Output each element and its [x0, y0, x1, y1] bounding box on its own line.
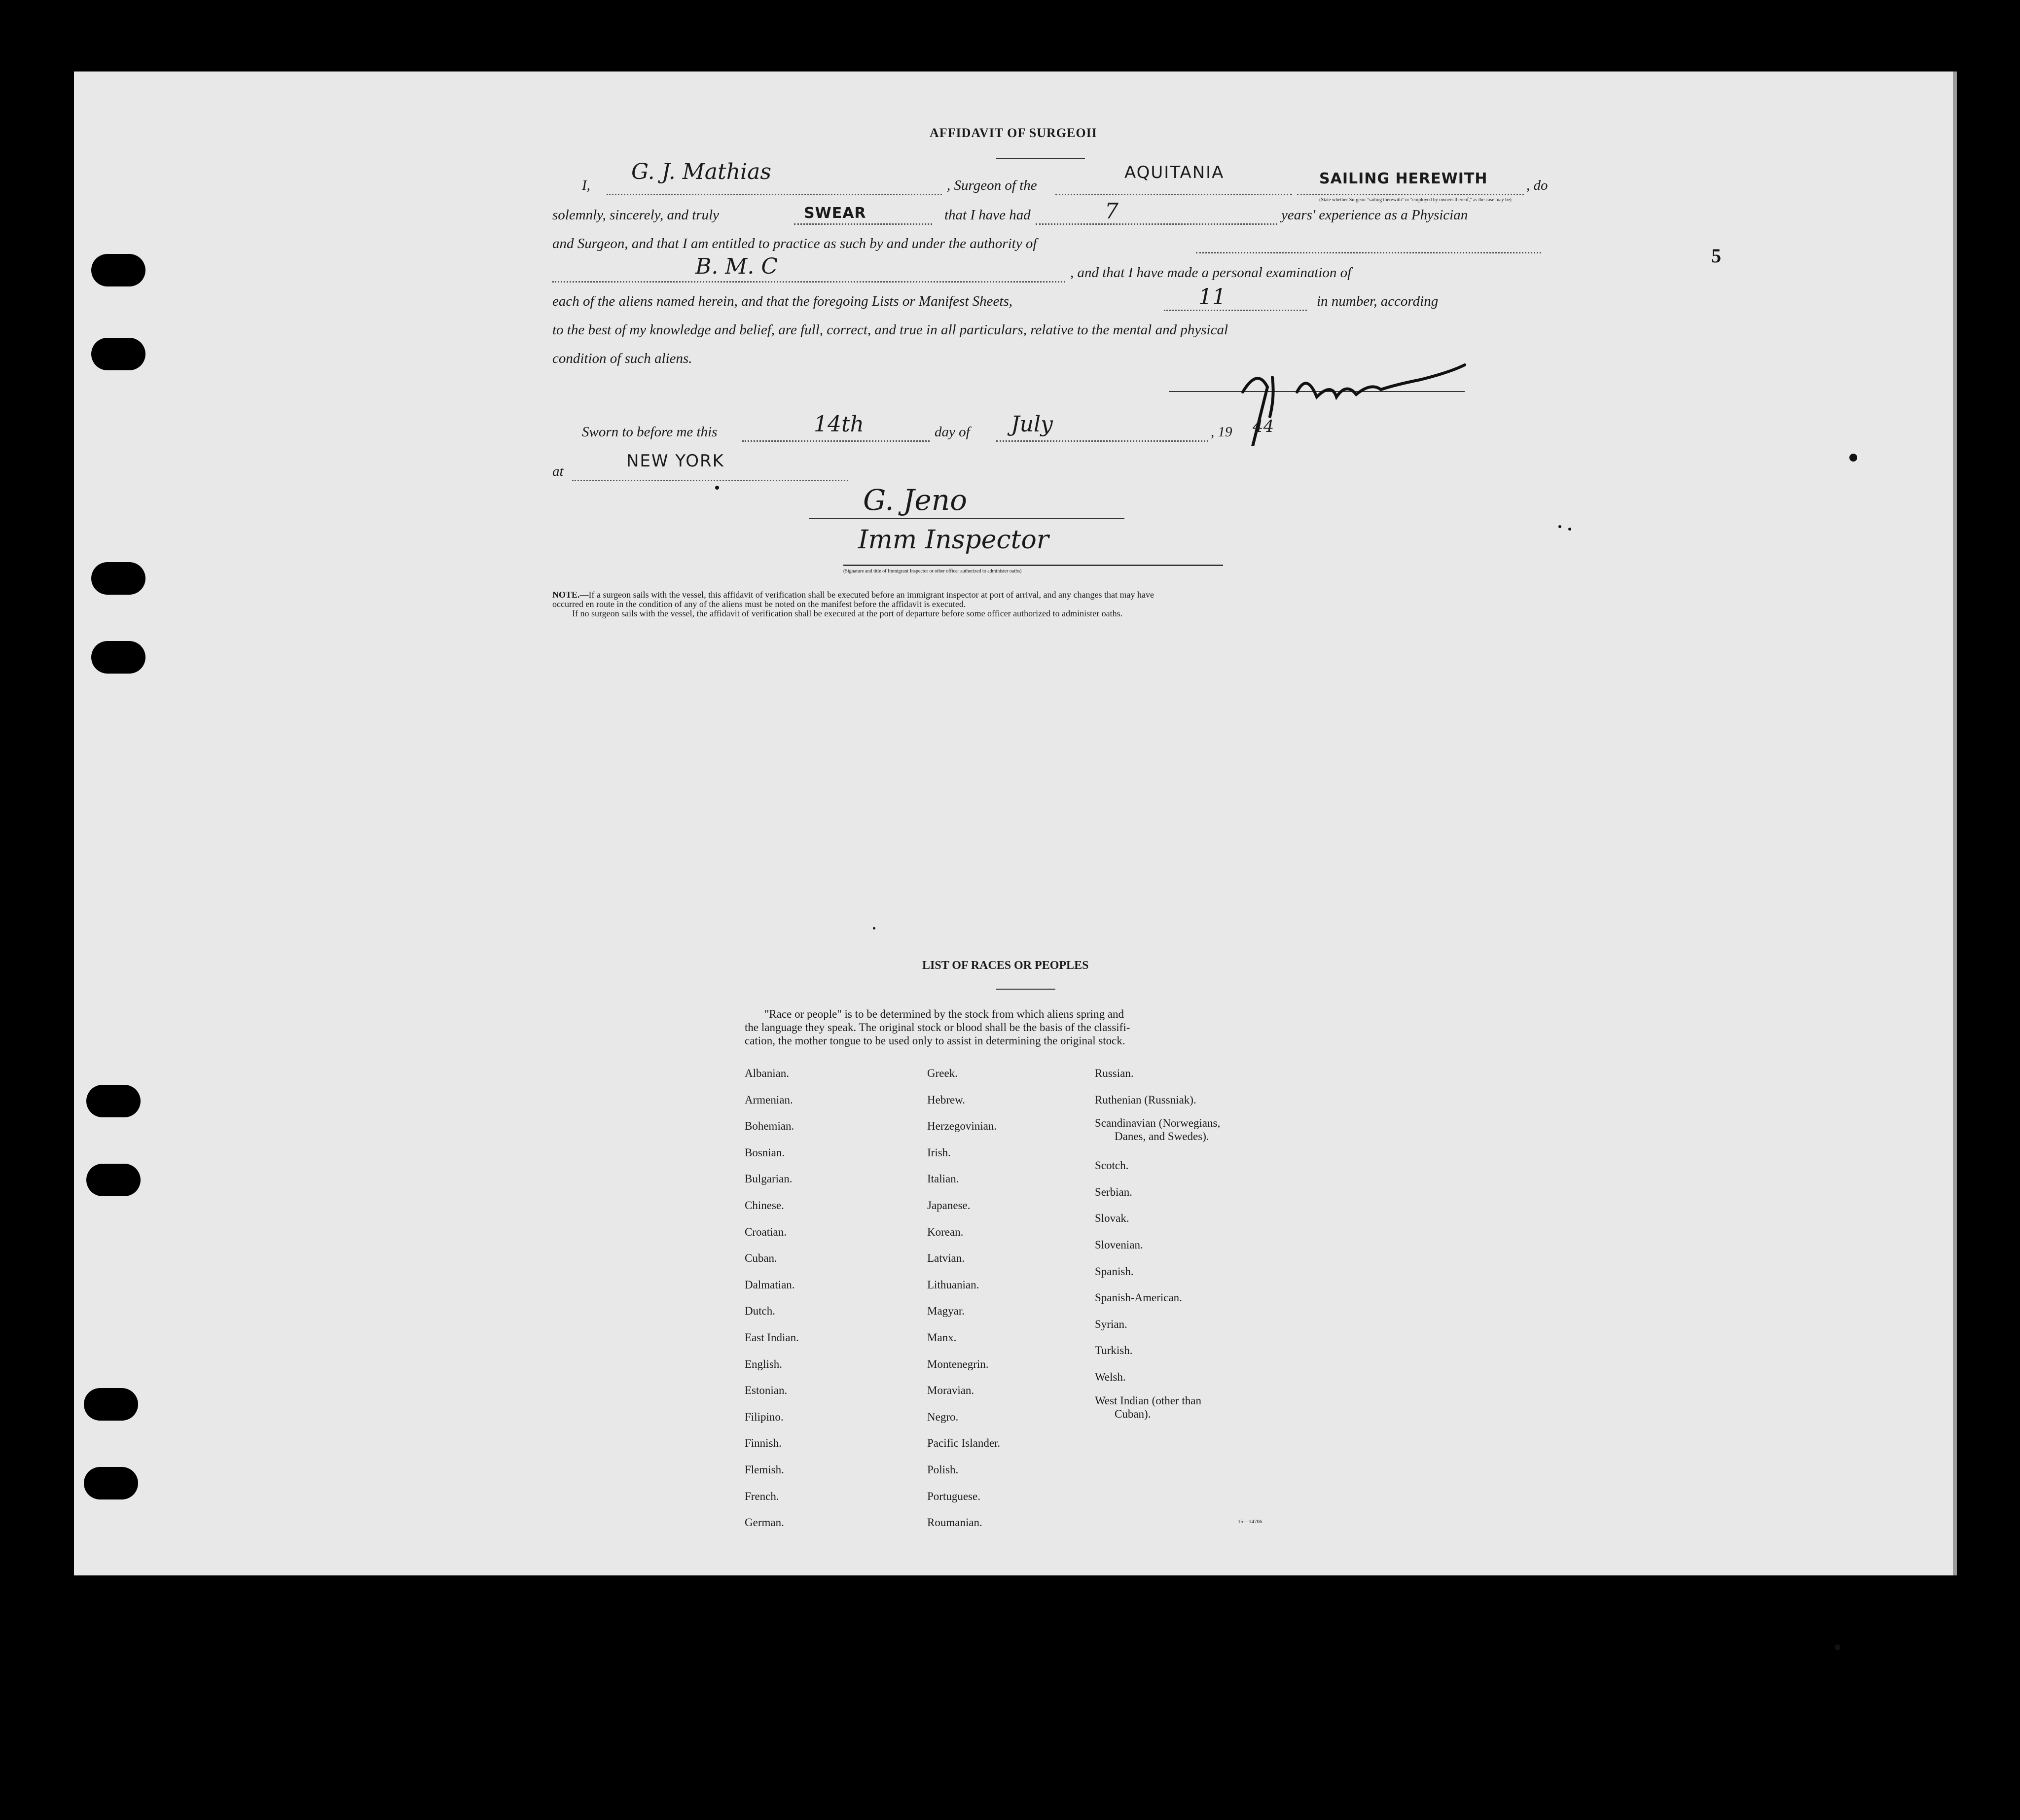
text-solemnly: solemnly, sincerely, and truly [552, 207, 720, 223]
race-item: Portuguese. [927, 1490, 980, 1502]
sworn-month: July [1011, 412, 1053, 437]
inspector-signature: G. Jeno [863, 483, 967, 517]
name-line [607, 194, 942, 195]
races-col-1 [745, 1060, 799, 1536]
text-do: , do [1526, 178, 1548, 193]
at-label: at [552, 464, 564, 479]
race-item-line: Cuban). [1115, 1407, 1151, 1420]
race-item: Lithuanian. [927, 1278, 979, 1291]
race-item: Negro. [927, 1410, 959, 1423]
note-line-3: If no surgeon sails with the vessel, the affidavit of verification shall be executed at the port of departure before some officer authorized to administer oaths. [572, 608, 1123, 618]
punch-hole [84, 1467, 138, 1499]
race-item: Spanish-American. [1095, 1291, 1182, 1304]
surgeon-name: G. J. Mathias [631, 159, 771, 184]
authority-line-2 [552, 281, 1065, 283]
authority-value: B. M. C [695, 254, 778, 279]
sworn-place: NEW YORK [626, 451, 724, 471]
text-i: I, [582, 178, 590, 193]
text-surgeon-of: , Surgeon of the [947, 178, 1037, 193]
inspector-strike [809, 518, 1124, 519]
day-of-label: day of [935, 424, 970, 440]
text-condition: condition of such aliens. [552, 351, 692, 366]
races-title-underline [996, 989, 1055, 990]
speck [1835, 1644, 1840, 1650]
race-item: Flemish. [745, 1463, 784, 1476]
races-intro-line-2: the language they speak. The original stock or blood shall be the basis of the classifi- [745, 1021, 1130, 1034]
text-in-number: in number, according [1317, 293, 1439, 309]
form-number: 15—14706 [1238, 1519, 1262, 1525]
authority-line-1 [1196, 252, 1541, 253]
race-item: Irish. [927, 1146, 951, 1159]
race-item-line: Scandinavian (Norwegians, [1095, 1117, 1221, 1130]
title-underline [996, 158, 1085, 159]
inspector-line [843, 565, 1223, 566]
races-title: LIST OF RACES OR PEOPLES [922, 959, 1089, 972]
speck [1558, 525, 1561, 528]
sheets-value: 11 [1198, 285, 1226, 310]
years-value: 7 [1105, 199, 1118, 224]
race-item: Ruthenian (Russniak). [1095, 1093, 1196, 1106]
text-years-exp: years' experience as a Physician [1281, 207, 1468, 223]
race-item: Serbian. [1095, 1185, 1133, 1198]
race-item: Russian. [1095, 1067, 1134, 1079]
race-item: Latvian. [927, 1252, 965, 1265]
text-that-i-have-had: that I have had [944, 207, 1031, 223]
affidavit-note [552, 590, 1154, 618]
race-item: Croatian. [745, 1225, 787, 1238]
affidavit-title: AFFIDAVIT OF SURGEOII [930, 126, 1097, 140]
race-item: Bosnian. [745, 1146, 785, 1159]
race-item: East Indian. [745, 1331, 799, 1344]
race-item: Finnish. [745, 1437, 782, 1450]
race-item: Bulgarian. [745, 1173, 793, 1185]
race-item: Estonian. [745, 1384, 788, 1397]
punch-hole [91, 641, 145, 674]
vessel-name: AQUITANIA [1124, 163, 1225, 182]
note-line-2: occurred en route in the condition of any of the aliens must be noted on the manifest before the affidavit is executed. [552, 599, 966, 609]
punch-hole [86, 1164, 141, 1196]
signature-caption: (Signature and title of Immigrant Inspector or other officer authorized to administer oaths) [843, 569, 1022, 574]
text-each-of: each of the aliens named herein, and that the foregoing Lists or Manifest Sheets, [552, 293, 1012, 309]
race-item: Albanian. [745, 1067, 790, 1079]
race-item: Japanese. [927, 1199, 971, 1212]
vessel-line [1055, 194, 1292, 195]
sailing-hint: (State whether Surgeon "sailing therewith" or "employed by owners thereof," as the case may be) [1319, 197, 1512, 203]
race-item: French. [745, 1490, 779, 1502]
race-item: Greek. [927, 1067, 958, 1079]
sworn-day: 14th [814, 412, 865, 437]
note-label: NOTE. [552, 590, 580, 600]
text-to-the-best: to the best of my knowledge and belief, are full, correct, and true in all particulars, relative to the mental and physical [552, 322, 1228, 338]
swear-word: SWEAR [804, 205, 866, 222]
years-line [1036, 223, 1277, 225]
speck [715, 486, 719, 490]
race-item: Bohemian. [745, 1120, 794, 1133]
day-line [742, 440, 930, 442]
race-item: Polish. [927, 1463, 959, 1476]
race-item: Spanish. [1095, 1265, 1134, 1278]
text-personal-exam: , and that I have made a personal examination of [1070, 265, 1352, 281]
speck [873, 927, 875, 929]
punch-hole [84, 1388, 138, 1421]
race-item: Roumanian. [927, 1516, 982, 1529]
race-item: Dutch. [745, 1305, 775, 1318]
races-col-2 [927, 1060, 1000, 1536]
speck [1568, 528, 1571, 531]
sheets-line [1164, 310, 1307, 311]
race-item: Slovak. [1095, 1212, 1129, 1225]
punch-hole [86, 1085, 141, 1117]
document-page [74, 71, 1957, 1575]
inspector-title: Imm Inspector [858, 525, 1049, 555]
races-intro-line-1: "Race or people" is to be determined by the stock from which aliens spring and [764, 1008, 1124, 1020]
race-item: Italian. [927, 1173, 959, 1185]
race-item: German. [745, 1516, 784, 1529]
punch-hole [91, 562, 145, 595]
swear-line [794, 223, 932, 225]
race-item: Welsh. [1095, 1370, 1126, 1383]
sailing-line [1297, 194, 1524, 195]
races-intro-line-3: cation, the mother tongue to be used only to assist in determining the original stock. [745, 1035, 1125, 1047]
race-item: English. [745, 1357, 783, 1370]
punch-hole [91, 338, 145, 370]
race-item: Chinese. [745, 1199, 784, 1212]
race-item: Magyar. [927, 1305, 965, 1318]
race-item: Filipino. [745, 1410, 784, 1423]
note-line-1: —If a surgeon sails with the vessel, this affidavit of verification shall be executed before an immigrant inspector at port of arrival, and any changes that may have [579, 590, 1154, 600]
race-item: Cuban. [745, 1252, 777, 1265]
race-item: Manx. [927, 1331, 957, 1344]
race-item: Hebrew. [927, 1093, 966, 1106]
sworn-year: 44 [1253, 417, 1274, 436]
race-item: Dalmatian. [745, 1278, 795, 1291]
race-item: Scotch. [1095, 1159, 1129, 1172]
races-intro [745, 1007, 1130, 1047]
race-item-line: Danes, and Swedes). [1115, 1130, 1209, 1143]
race-item: Korean. [927, 1225, 964, 1238]
place-line [572, 480, 848, 481]
race-item-line: West Indian (other than [1095, 1394, 1201, 1407]
sworn-label: Sworn to before me this [582, 424, 718, 440]
year-prefix: , 19 [1211, 424, 1232, 440]
sailing-status: SAILING HEREWITH [1319, 170, 1488, 187]
race-item: Slovenian. [1095, 1238, 1143, 1251]
race-item: Pacific Islander. [927, 1437, 1001, 1450]
text-and-surgeon: and Surgeon, and that I am entitled to practice as such by and under the authority of [552, 236, 1037, 251]
month-line [996, 440, 1208, 442]
race-item: Moravian. [927, 1384, 974, 1397]
speck [1849, 454, 1857, 462]
page-number: 5 [1711, 245, 1721, 267]
race-item: Syrian. [1095, 1318, 1127, 1330]
race-item: Turkish. [1095, 1344, 1133, 1357]
race-item: Montenegrin. [927, 1357, 989, 1370]
race-item [1095, 1391, 1220, 1421]
race-item: Armenian. [745, 1093, 793, 1106]
races-col-3 [1095, 1060, 1220, 1421]
race-item [1095, 1113, 1220, 1152]
punch-hole [91, 254, 145, 286]
race-item: Herzegovinian. [927, 1120, 997, 1133]
